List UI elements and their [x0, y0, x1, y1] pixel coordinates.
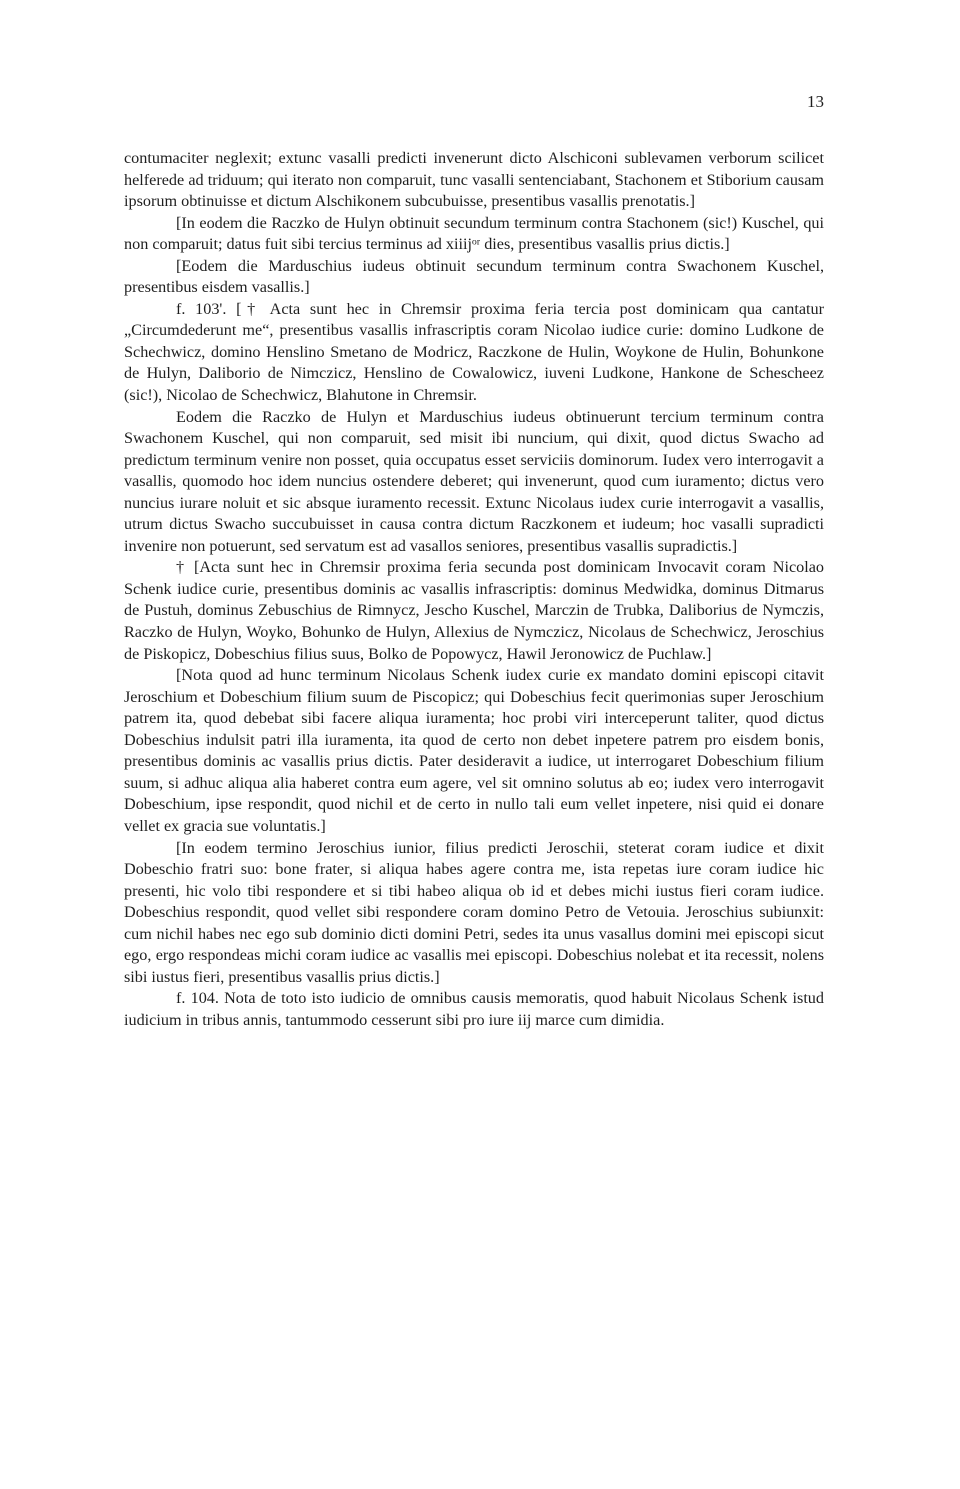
- paragraph: f. 103'. [† Acta sunt hec in Chremsir proxima feria tercia post dominicam qua cantatur „Circumdederunt me“, presentibus vasallis infrascriptis coram Nicolao iudice curie: domino Ludkone de Schechwicz, domino Henslino Smetano de Modricz, Raczkone de Hulin, Woykone de Hulin, Bohunkone de Hulyn, Daliborio de Nimczicz, Henslino de Cowalowicz, iuveni Ludkone, Hankone de Schescheez (sic!), Nicolao de Schechwicz, Blahutone in Chremsir.: [124, 299, 824, 405]
- paragraph: [In eodem termino Jeroschius iunior, filius predicti Jeroschii, steterat coram iudice et dixit Dobeschio fratri suo: bone frater, si aliqua habes agere contra me, ista repetas iure coram iudice hic presenti, hic volo tibi respondere et si tibi habeo aliqua ob id et debes michi iustus fieri coram iudice. Dobeschius respondit, quod vellet sibi respondere coram domino Petro de Vetouia. Jeroschius subiunxit: cum nichil habes nec ego sub dominio dicti domini Petri, sedes ita unus vasallus domini mei episcopi sicut ego, ergo respondeas michi coram iudice ac vasallis mei episcopi. Dobeschius nolebat et ita recessit, nolens sibi iustus fieri, presentibus vasallis prius dictis.]: [124, 838, 824, 986]
- text-body: [124, 148, 824, 1031]
- paragraph: † [Acta sunt hec in Chremsir proxima feria secunda post dominicam Invocavit coram Nicolao Schenk iudice curie, presentibus dominis ac vasallis infrascriptis: dominus Medwidka, dominus Ditmarus de Pustuh, dominus Zebuschius de Rimnycz, Jescho Kuschel, Marczin de Trubka, Daliborius de Nymczis, Raczko de Hulyn, Woyko, Bohunko de Hulyn, Allexius de Nymczicz, Nicolaus de Schechwicz, Jeroschius de Piskopicz, Dobeschius filius suus, Bolko de Popowycz, Hawil Jeronowicz de Puchlaw.]: [124, 558, 824, 663]
- paragraph: contumaciter neglexit; extunc vasalli predicti invenerunt dicto Alschiconi sublevamen verborum scilicet helferede ad triduum; qui iterato non comparuit, tunc vasalli sentenciabant, Stachonem et Stiborium causam ipsorum obtinuisse et dictum Alschikonem subcubuisse, presentibus vasallis prenotatis.]: [124, 149, 824, 211]
- paragraph: Eodem die Raczko de Hulyn et Marduschius iudeus obtinuerunt tercium terminum contra Swachonem Kuschel, qui non comparuit, sed misit ibi nuncium, qui dixit, quod dictus Swacho ad predictum terminum venire non posset, quia occupatus esset serviciis dominorum. Iudex vero interrogavit a vasallis, quomodo hoc idem nuncius ostendere deberet; qui invenerunt, quod cum iuramento; dictus vero nuncius iurare noluit et sic absque iuramento recessit. Extunc Nicolaus iudex curie interrogavit a vasallis, utrum dictus Swacho succubuisset in causa contra dictum Raczkonem et iudeum; hoc vasalli supradicti invenire non potuerunt, sed servatum est ad vasallos seniores, presentibus vasallis supradictis.]: [124, 407, 824, 555]
- paragraph: [Nota quod ad hunc terminum Nicolaus Schenk iudex curie ex mandato domini episcopi citavit Jeroschium et Dobeschium filium suum de Piscopicz; qui Dobeschius fecit querimonias super Jeroschium patrem ita, quod debebat sibi facere aliqua iuramenta; hoc probi viri interceperunt taliter, quod dictus Dobeschius indulsit patri illa iuramenta, ita quod de certo non debet inpetere patrem pro eisdem bonis, presentibus dominis ac vasallis prius dictis. Pater desideravit a iudice, ut interrogaret Dobeschium filium suum, si adhuc aliqua alia haberet contra eum agere, vel sit omnino solutus ab eo; iudex vero interrogavit Dobeschium, ipse respondit, quod nichil et de certo in nullo tali eum vellet inpetere, nisi quid ei donare vellet ex gracia sue voluntatis.]: [124, 666, 824, 835]
- paragraph: [Eodem die Marduschius iudeus obtinuit secundum terminum contra Swachonem Kuschel, presentibus eisdem vasallis.]: [124, 256, 824, 297]
- paragraph: [In eodem die Raczko de Hulyn obtinuit secundum terminum contra Stachonem (sic!) Kuschel, qui non comparuit; datus fuit sibi tercius terminus ad xiiijᵒʳ dies, presentibus vasallis prius dictis.]: [124, 213, 824, 254]
- page-number: 13: [807, 92, 824, 111]
- paragraph: f. 104. Nota de toto isto iudicio de omnibus causis memoratis, quod habuit Nicolaus Schenk istud iudicium in tribus annis, tantummodo cesserunt sibi pro iure iij marce cum dimidia.: [124, 989, 824, 1029]
